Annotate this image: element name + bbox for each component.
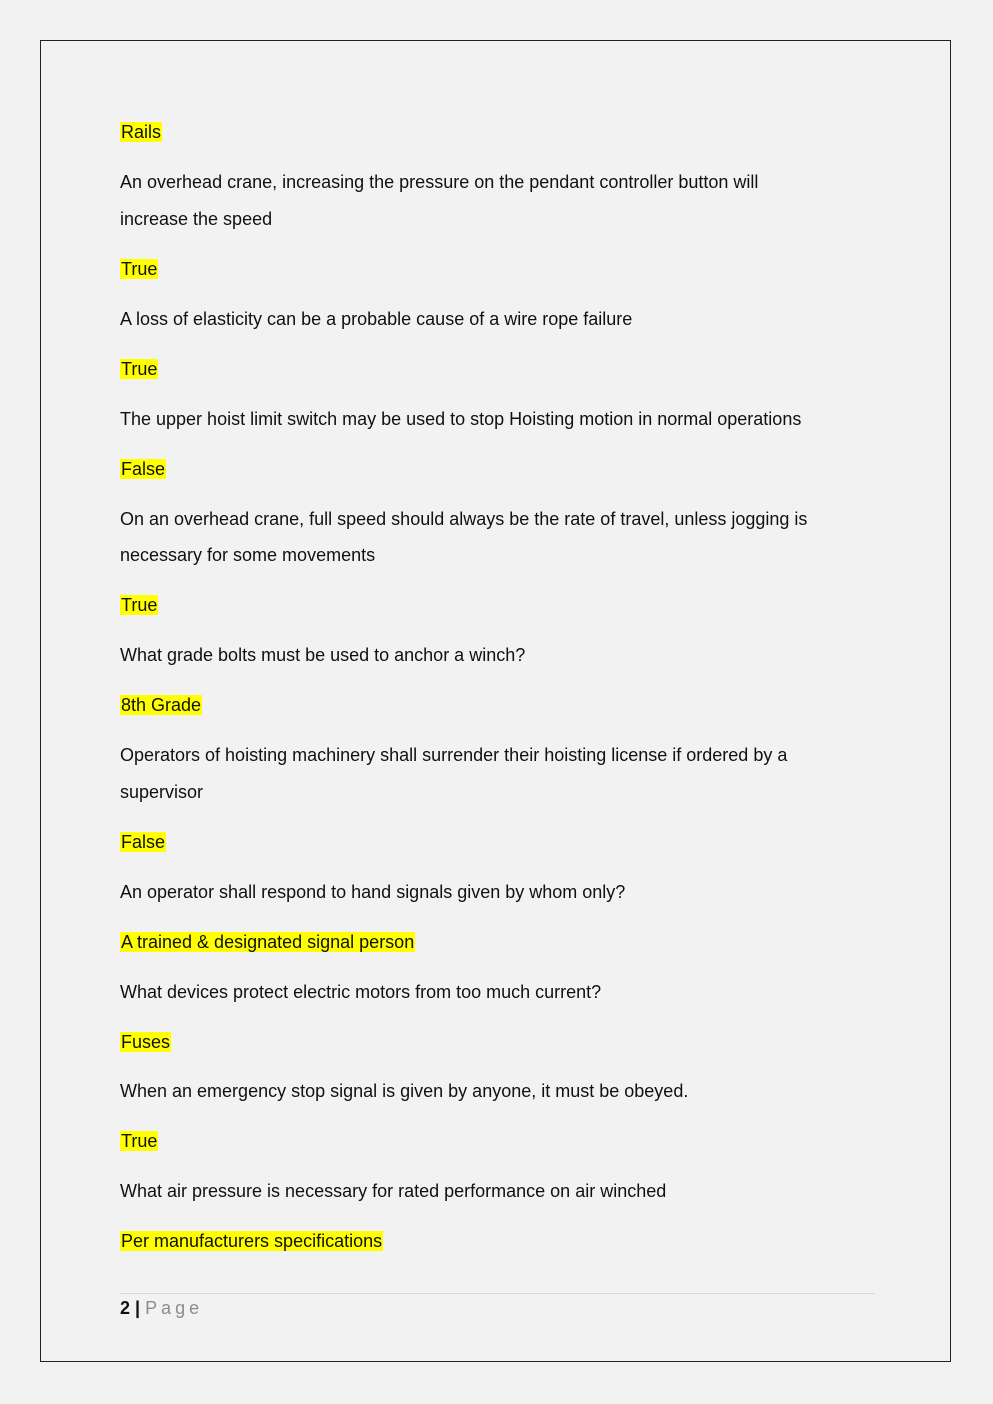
answer-highlight: Rails [121,122,162,142]
answer-highlight: A trained & designated signal person [121,932,415,952]
answer-highlight: Per manufacturers specifications [121,1231,383,1251]
page-number: 2 [120,1298,131,1318]
question-line: An operator shall respond to hand signals given by whom only? [120,882,626,902]
question-line: What grade bolts must be used to anchor a winch? [120,645,526,665]
answer-highlight: False [121,832,166,852]
answer-line [120,1030,171,1054]
answer-line [120,257,158,281]
footer-separator: | [135,1298,141,1318]
question-line: increase the speed [120,209,273,229]
answer-highlight: False [121,459,166,479]
answer-line [120,120,162,144]
page-footer [120,1296,203,1320]
answer-highlight: 8th Grade [121,695,202,715]
question-line: supervisor [120,782,204,802]
answer-line [120,930,415,954]
answer-highlight: True [121,595,158,615]
answer-line [120,457,166,481]
question-line: An overhead crane, increasing the pressure on the pendant controller button will [120,172,759,192]
question-line: necessary for some movements [120,545,376,565]
answer-line [120,693,202,717]
answer-line [120,1129,158,1153]
answer-highlight: True [121,259,158,279]
question-line: The upper hoist limit switch may be used to stop Hoisting motion in normal operations [120,409,802,429]
page-label: Page [145,1298,204,1318]
question-line: What devices protect electric motors from too much current? [120,982,602,1002]
answer-line [120,1229,383,1253]
question-line: Operators of hoisting machinery shall surrender their hoisting license if ordered by a [120,745,788,765]
question-line: When an emergency stop signal is given by anyone, it must be obeyed. [120,1081,689,1101]
answer-highlight: True [121,359,158,379]
answer-line [120,357,158,381]
question-line: A loss of elasticity can be a probable cause of a wire rope failure [120,309,633,329]
question-line: On an overhead crane, full speed should always be the rate of travel, unless jogging is [120,509,808,529]
answer-highlight: True [121,1131,158,1151]
answer-line [120,830,166,854]
answer-highlight: Fuses [121,1032,171,1052]
question-line: What air pressure is necessary for rated performance on air winched [120,1181,667,1201]
answer-line [120,593,158,617]
document-page [40,40,951,1362]
footer-divider [120,1293,875,1294]
